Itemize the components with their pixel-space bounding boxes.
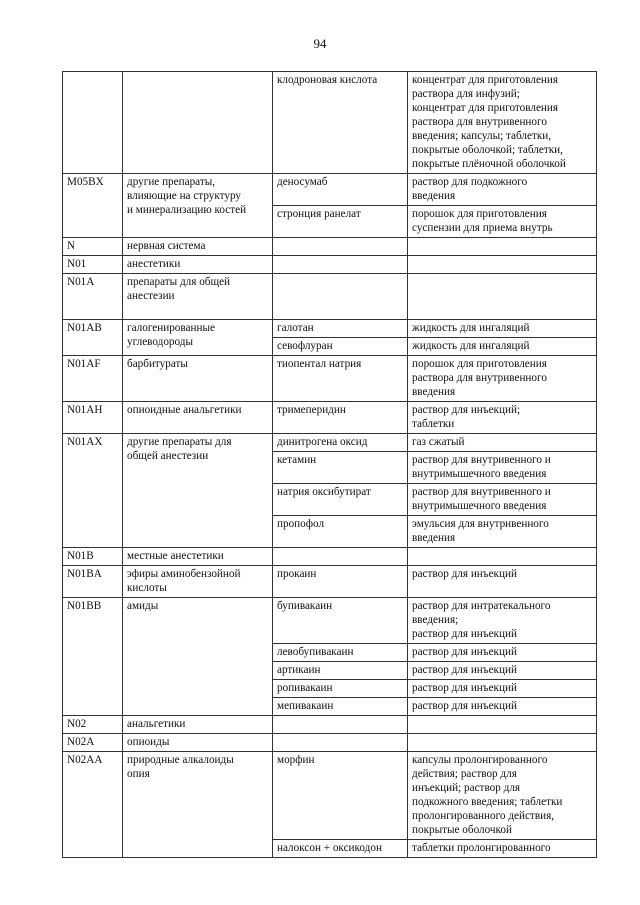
drug-name-cell: ропивакаин bbox=[273, 680, 408, 698]
dosage-form-cell: раствор для инъекций bbox=[408, 680, 597, 698]
atc-code-cell: N01B bbox=[63, 548, 123, 566]
dosage-form-cell: порошок для приготовления раствора для внутривенного введения bbox=[408, 356, 597, 402]
drug-name-cell: галотан bbox=[273, 320, 408, 338]
dosage-form-cell bbox=[408, 238, 597, 256]
drug-name-cell: тримеперидин bbox=[273, 402, 408, 434]
dosage-form-cell: капсулы пролонгированного действия; раствор для инъекций; раствор для подкожного введения; таблетки пролонгированного действия, покрытые оболочкой bbox=[408, 752, 597, 840]
atc-code-cell: N01AF bbox=[63, 356, 123, 402]
atc-code-cell: N01AX bbox=[63, 434, 123, 548]
dosage-form-cell: раствор для внутривенного и внутримышечного введения bbox=[408, 452, 597, 484]
dosage-form-cell: газ сжатый bbox=[408, 434, 597, 452]
dosage-form-cell: эмульсия для внутривенного введения bbox=[408, 516, 597, 548]
drug-name-cell: левобупивакаин bbox=[273, 644, 408, 662]
table-row bbox=[63, 320, 597, 338]
drug-name-cell: налоксон + оксикодон bbox=[273, 840, 408, 858]
table-row bbox=[63, 356, 597, 402]
drug-name-cell bbox=[273, 238, 408, 256]
table-row bbox=[63, 548, 597, 566]
atc-code-cell: N01AH bbox=[63, 402, 123, 434]
drug-name-cell: пропофол bbox=[273, 516, 408, 548]
table-row bbox=[63, 72, 597, 174]
group-name-cell: другие препараты для общей анестезии bbox=[123, 434, 273, 548]
drug-name-cell bbox=[273, 734, 408, 752]
drug-name-cell: артикаин bbox=[273, 662, 408, 680]
atc-code-cell: N01AB bbox=[63, 320, 123, 356]
dosage-form-cell bbox=[408, 734, 597, 752]
table-row bbox=[63, 434, 597, 452]
atc-code-cell: N01 bbox=[63, 256, 123, 274]
drug-name-cell: морфин bbox=[273, 752, 408, 840]
atc-code-cell: N01BA bbox=[63, 566, 123, 598]
atc-code-cell: N01BB bbox=[63, 598, 123, 716]
table-row bbox=[63, 598, 597, 644]
dosage-form-cell: раствор для инъекций bbox=[408, 566, 597, 598]
dosage-form-cell bbox=[408, 548, 597, 566]
atc-code-cell: N bbox=[63, 238, 123, 256]
drug-name-cell: стронция ранелат bbox=[273, 206, 408, 238]
table-row bbox=[63, 256, 597, 274]
dosage-form-cell: порошок для приготовления суспензии для приема внутрь bbox=[408, 206, 597, 238]
group-name-cell: опиоиды bbox=[123, 734, 273, 752]
drug-name-cell bbox=[273, 716, 408, 734]
drug-name-cell: динитрогена оксид bbox=[273, 434, 408, 452]
table-row bbox=[63, 402, 597, 434]
atc-code-cell bbox=[63, 72, 123, 174]
group-name-cell: опиоидные анальгетики bbox=[123, 402, 273, 434]
group-name-cell: другие препараты, влияющие на структуру и минерализацию костей bbox=[123, 174, 273, 238]
dosage-form-cell bbox=[408, 274, 597, 320]
drug-name-cell: кетамин bbox=[273, 452, 408, 484]
table-row bbox=[63, 274, 597, 320]
drug-name-cell: деносумаб bbox=[273, 174, 408, 206]
atc-code-cell: N02A bbox=[63, 734, 123, 752]
group-name-cell: галогенированные углеводороды bbox=[123, 320, 273, 356]
dosage-form-cell: концентрат для приготовления раствора для инфузий; концентрат для приготовления раствора для внутривенного введения; капсулы; таблетки, покрытые оболочкой; таблетки, покрытые плёночной оболочкой bbox=[408, 72, 597, 174]
drug-name-cell bbox=[273, 274, 408, 320]
dosage-form-cell: жидкость для ингаляций bbox=[408, 338, 597, 356]
table-row bbox=[63, 734, 597, 752]
group-name-cell: природные алкалоиды опия bbox=[123, 752, 273, 858]
table-row bbox=[63, 238, 597, 256]
dosage-form-cell bbox=[408, 716, 597, 734]
dosage-form-cell: таблетки пролонгированного bbox=[408, 840, 597, 858]
drug-name-cell: мепивакаин bbox=[273, 698, 408, 716]
drug-name-cell bbox=[273, 256, 408, 274]
dosage-form-cell: раствор для внутривенного и внутримышечного введения bbox=[408, 484, 597, 516]
group-name-cell: барбитураты bbox=[123, 356, 273, 402]
drug-name-cell: клодроновая кислота bbox=[273, 72, 408, 174]
group-name-cell bbox=[123, 72, 273, 174]
dosage-form-cell: раствор для инъекций bbox=[408, 662, 597, 680]
group-name-cell: препараты для общей анестезии bbox=[123, 274, 273, 320]
atc-code-cell: N02AA bbox=[63, 752, 123, 858]
dosage-form-cell: раствор для интратекального введения; раствор для инъекций bbox=[408, 598, 597, 644]
atc-code-cell: N02 bbox=[63, 716, 123, 734]
atc-code-cell: N01A bbox=[63, 274, 123, 320]
drug-table bbox=[62, 71, 597, 858]
group-name-cell: анестетики bbox=[123, 256, 273, 274]
drug-name-cell: натрия оксибутират bbox=[273, 484, 408, 516]
group-name-cell: амиды bbox=[123, 598, 273, 716]
group-name-cell: нервная система bbox=[123, 238, 273, 256]
table-row bbox=[63, 752, 597, 840]
group-name-cell: анальгетики bbox=[123, 716, 273, 734]
table-row bbox=[63, 716, 597, 734]
dosage-form-cell: жидкость для ингаляций bbox=[408, 320, 597, 338]
drug-name-cell: севофлуран bbox=[273, 338, 408, 356]
dosage-form-cell: раствор для инъекций bbox=[408, 698, 597, 716]
group-name-cell: эфиры аминобензойной кислоты bbox=[123, 566, 273, 598]
drug-name-cell: прокаин bbox=[273, 566, 408, 598]
atc-code-cell: M05BX bbox=[63, 174, 123, 238]
dosage-form-cell bbox=[408, 256, 597, 274]
dosage-form-cell: раствор для подкожного введения bbox=[408, 174, 597, 206]
table-row bbox=[63, 174, 597, 206]
page-number: 94 bbox=[313, 36, 327, 51]
drug-name-cell: тиопентал натрия bbox=[273, 356, 408, 402]
dosage-form-cell: раствор для инъекций; таблетки bbox=[408, 402, 597, 434]
drug-name-cell bbox=[273, 548, 408, 566]
table-row bbox=[63, 566, 597, 598]
group-name-cell: местные анестетики bbox=[123, 548, 273, 566]
dosage-form-cell: раствор для инъекций bbox=[408, 644, 597, 662]
drug-name-cell: бупивакаин bbox=[273, 598, 408, 644]
